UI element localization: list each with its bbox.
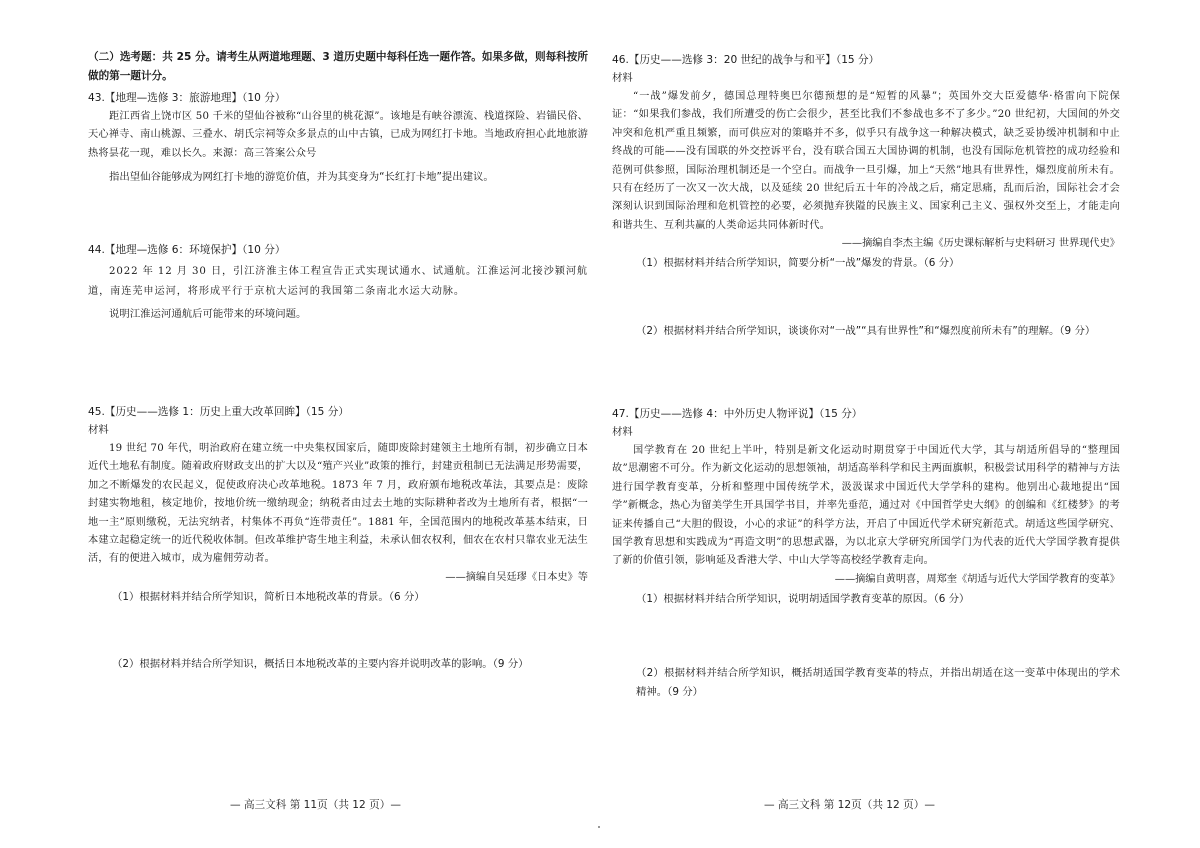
question-44 (88, 240, 588, 325)
q46-sub2-block (612, 322, 1120, 341)
q47-passage: 国学教育在 20 世纪上半叶，特别是新文化运动时期贯穿于中国近代大学，其与胡适所倡导的“整理国故”思潮密不可分。作为新文化运动的思想领袖，胡适高举科学和民主两面旗帜，积极尝试用科学的精神与方法进行国学教育变革，分析和整理中国传统学术，汲汲谋求中国近代大学学科的建构。他别出心裁地提出“国学”新概念，热心为留美学生开具国学书目，并率先垂范，通过对《中国哲学史大纲》的创编和《红楼梦》的考证来传播自己“大胆的假设，小心的求证”的科学方法，开启了中国近代学术研究新范式。胡适这些国学研究、国学教育思想和实践成为“再造文明”的思想武器，为以北京大学研究所国学门为代表的近代大学国学教育提供了新的价值引领，影响延及香港大学、中山大学等高校经学教育走向。 (612, 445, 1120, 567)
q45-material-label: 材料 (88, 424, 109, 436)
q45-title: 45.【历史——选修 1：历史上重大改革回眸】（15 分） (88, 406, 349, 418)
q45-sub1: （1）根据材料并结合所学知识，简析日本地税改革的背景。（6 分） (112, 590, 425, 603)
q45-source: ——摘编自吴廷璆《日本史》等 (445, 571, 588, 583)
q46-sub1: （1）根据材料并结合所学知识，简要分析“一战”爆发的背景。（6 分） (636, 257, 960, 270)
q44-title: 44.【地理—选修 6：环境保护】（10 分） (88, 244, 286, 256)
right-page-footer: — 高三文科 第 12页（共 12 页）— (764, 799, 935, 811)
q46-sub2: （2）根据材料并结合所学知识，谈谈你对“一战”“具有世界性”和“爆烈度前所未有”的理解。（9 分） (636, 325, 1096, 337)
right-page (612, 0, 1120, 848)
q47-sub2-block (612, 664, 1120, 702)
q44-passage: 2022 年 12 月 30 日，引江济淮主体工程宣告正式实现试通水、试通航。江淮运河北接沙颍河航道，南连芜申运河，将形成平行于京杭大运河的我国第二条南北水运大动脉。 (88, 266, 588, 297)
q45-passage: 19 世纪 70 年代，明治政府在建立统一中央集权国家后，随即废除封建领主土地所有制，初步确立日本近代土地私有制度。随着政府财政支出的扩大以及“殖产兴业”政策的推行，封建贡租制已无法满足形势需要，加之不断爆发的农民起义，促使政府决心改革地税。1873 年 7 月，政府颁布地税改革法，其要点是：废除封建实物地租，核定地价，按地价统一缴纳现金；纳税者由过去土地的实际耕种者改为土地所有者，根据“一地一主”原则缴税，无法究纳者，村集体不再负“连带责任”。1881 年，全国范围内的地税改革基本结束，日本建立起稳定统一的近代税收体制。但改革维护寄生地主利益，未承认佃农权利，佃农在农村只靠农业无法生活，有的便进入城市，成为雇佣劳动者。 (88, 443, 588, 565)
q43-passage: 距江西省上饶市区 50 千米的望仙谷被称“山谷里的桃花源”。该地是有峡谷漂流、栈道探险、岩锚民俗、天心禅寺、南山桃源、三叠水、胡氏宗祠等众多景点的山中古镇，已成为网红打卡地。当地政府担心此地旅游热将昙花一现，难以长久。来源：高三答案公众号 (88, 111, 588, 159)
intro-text: （二）选考题：共 25 分。请考生从两道地理题、3 道历史题中每科任选一题作答。如果多做，则每科按所做的第一题计分。 (88, 51, 588, 82)
q46-source: ——摘编自李杰主编《历史课标解析与史料研习 世界现代史》 (841, 238, 1120, 250)
left-page (88, 0, 588, 848)
question-45 (88, 402, 588, 607)
q45-sub2-block (88, 654, 588, 675)
question-43 (88, 88, 588, 188)
scan-speck (598, 826, 600, 828)
q46-title: 46.【历史——选修 3：20 世纪的战争与和平】（15 分） (612, 54, 880, 66)
q45-sub2: （2）根据材料并结合所学知识，概括日本地税改革的主要内容并说明改革的影响。（9 分） (112, 658, 529, 670)
optional-intro (88, 48, 588, 86)
q47-sub2: （2）根据材料并结合所学知识，概括胡适国学教育变革的特点，并指出胡适在这一变革中体现出的学术精神。（9 分） (636, 667, 1120, 698)
q46-material-label: 材料 (612, 72, 633, 84)
q44-task: 说明江淮运河通航后可能带来的环境问题。 (109, 308, 307, 320)
q47-source: ——摘编自黄明喜，周郑奎《胡适与近代大学国学教育的变革》 (834, 573, 1120, 585)
question-46 (612, 50, 1120, 274)
q47-material-label: 材料 (612, 426, 633, 438)
left-page-footer: — 高三文科 第 11页（共 12 页）— (230, 799, 401, 811)
q43-title: 43.【地理—选修 3：旅游地理】（10 分） (88, 92, 286, 104)
q47-sub1: （1）根据材料并结合所学知识，说明胡适国学教育变革的原因。（6 分） (636, 592, 970, 605)
question-47 (612, 404, 1120, 609)
q46-passage: “一战”爆发前夕，德国总理特奥巴尔德预想的是“短暂的风暴”；英国外交大臣爱德华·格雷向下院保证：“如果我们参战，我们所遭受的伤亡会很少，甚至比我们不参战也多不了多少。”20 世纪初，大国间的外交冲突和危机严重且频繁，而可供应对的策略并不多，似乎只有战争这一种解决模式，缺乏妥协缓冲机制和中止终战的可能——没有国联的外交控诉平台，没有联合国五大国协调的机制，也没有国际危机管控的成功经验和范例可供参照，国际治理机制还是一个空白。而战争一旦引爆，加上“天然”地具有世界性，爆烈度前所未有。只有在经历了一次又一次大战，以及延续 20 世纪后五十年的冷战之后，痛定思痛，乱而后治，国际社会才会深刻认识到国际治理和危机管控的必要，必须抛弃狭隘的民族主义、国家利己主义、强权外交至上，才能走向和谐共生、互利共赢的人类命运共同体新时代。 (612, 91, 1120, 231)
q47-title: 47.【历史——选修 4：中外历史人物评说】（15 分） (612, 408, 863, 420)
q43-task: 指出望仙谷能够成为网红打卡地的游览价值，并为其变身为“长红打卡地”提出建议。 (109, 171, 494, 184)
